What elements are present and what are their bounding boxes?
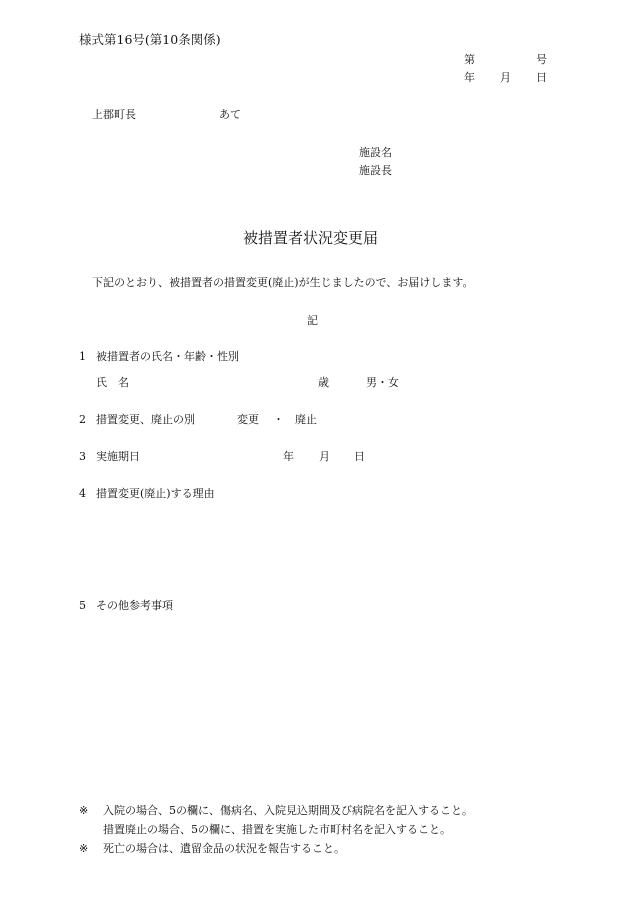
date-day: 日	[536, 71, 547, 84]
item2-change: 変更	[237, 413, 259, 426]
ki-heading: 記	[307, 314, 318, 327]
facility-head-label: 施設長	[359, 164, 392, 177]
note1-continuation: 措置廃止の場合、5の欄に、措置を実施した市町村名を記入すること。	[103, 823, 451, 836]
date-month: 月	[500, 71, 511, 84]
item1-name-label: 氏 名	[96, 376, 129, 389]
doc-number-suffix: 号	[536, 53, 547, 66]
item3-day: 日	[354, 450, 365, 463]
intro-text: 下記のとおり、被措置者の措置変更(廃止)が生じましたので、お届けします。	[92, 276, 474, 289]
form-number: 様式第16号(第10条関係)	[79, 32, 221, 47]
note2-mark: ※	[79, 842, 89, 855]
item1-sex-options: 男・女	[366, 376, 399, 389]
item3-year: 年	[283, 450, 294, 463]
item2-number: 2	[79, 413, 86, 426]
addressee-name: 上郡町長	[92, 108, 136, 121]
addressee-suffix: あて	[219, 108, 241, 121]
document-title: 被措置者状況変更届	[243, 229, 379, 247]
note2-text: 死亡の場合は、遺留金品の状況を報告すること。	[103, 842, 345, 855]
note1-text: 入院の場合、5の欄に、傷病名、入院見込期間及び病院名を記入すること。	[103, 804, 473, 817]
item5-label: その他参考事項	[96, 599, 173, 612]
item2-dot: ・	[273, 413, 284, 426]
item2-abolish: 廃止	[295, 413, 317, 426]
item4-number: 4	[79, 487, 86, 500]
item3-month: 月	[319, 450, 330, 463]
item5-number: 5	[79, 599, 86, 612]
doc-number-prefix: 第	[464, 53, 475, 66]
facility-name-label: 施設名	[359, 146, 392, 159]
item2-label: 措置変更、廃止の別	[96, 413, 195, 426]
note1-mark: ※	[79, 804, 89, 817]
item1-age-label: 歳	[318, 376, 329, 389]
item3-number: 3	[79, 450, 86, 463]
item3-label: 実施期日	[96, 450, 140, 463]
item1-label: 被措置者の氏名・年齢・性別	[96, 350, 239, 363]
date-year: 年	[464, 71, 475, 84]
item4-label: 措置変更(廃止)する理由	[96, 487, 215, 500]
item1-number: 1	[79, 350, 86, 363]
